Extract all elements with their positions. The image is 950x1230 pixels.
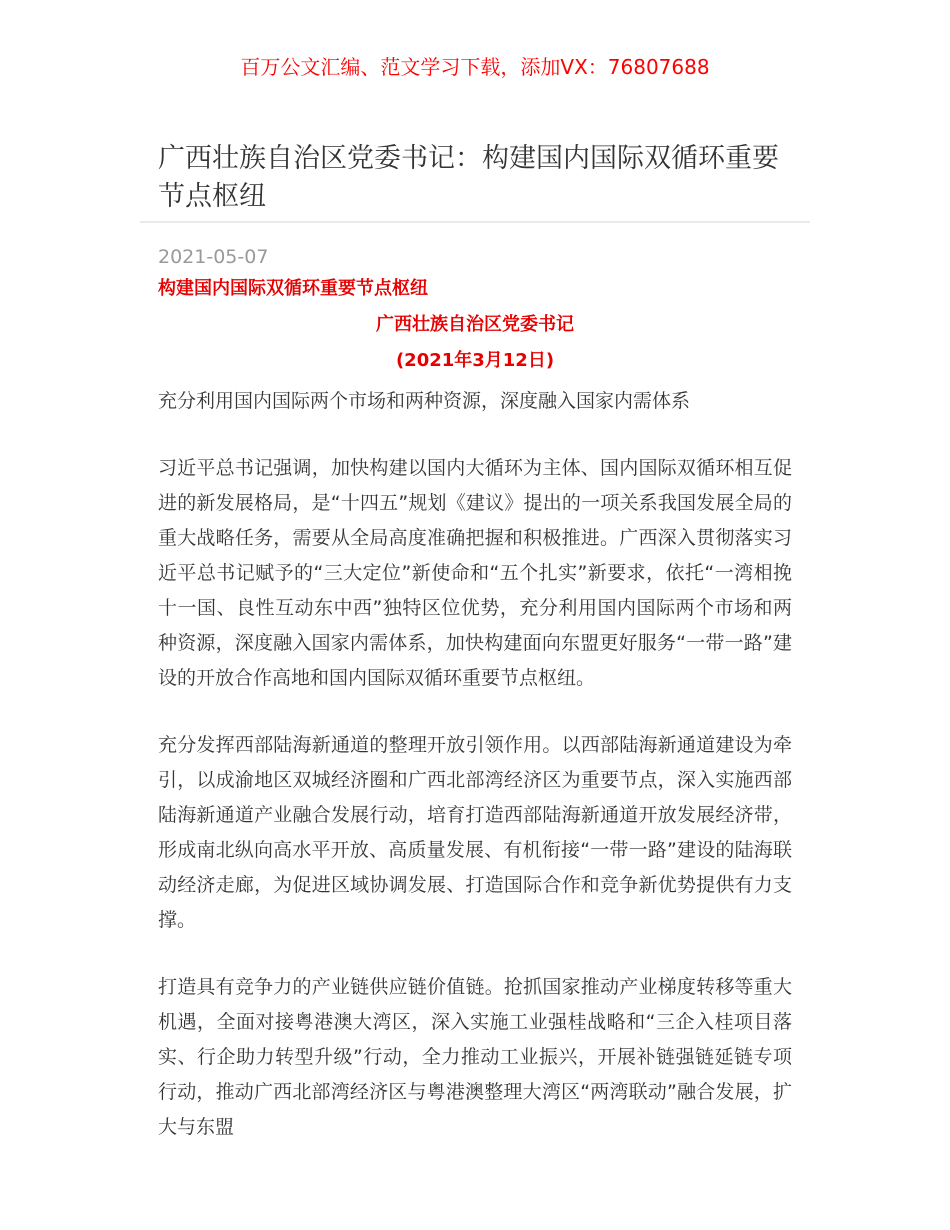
- article-subtitle: 构建国内国际双循环重要节点枢纽: [158, 278, 428, 299]
- body-paragraph-1: 习近平总书记强调，加快构建以国内大循环为主体、国内国际双循环相互促进的新发展格局，是“十四五”规划《建议》提出的一项关系我国发展全局的重大战略任务，需要从全局高度准确把握和积极推进。广西深入贯彻落实习近平总书记赋予的“三大定位”新使命和“五个扎实”新要求，依托“一湾相挽十一国、良性互动东中西”独特区位优势，充分利用国内国际两个市场和两种资源，深度融入国家内需体系，加快构建面向东盟更好服务“一带一路”建设的开放合作高地和国内国际双循环重要节点枢纽。: [158, 457, 792, 689]
- page-title: 广西壮族自治区党委书记：构建国内国际双循环重要节点枢纽: [158, 143, 779, 212]
- body-paragraph-2: 充分发挥西部陆海新通道的整理开放引领作用。以西部陆海新通道建设为牵引，以成渝地区双城经济圈和广西北部湾经济区为重要节点，深入实施西部陆海新通道产业融合发展行动，培育打造西部陆海新通道开放发展经济带，形成南北纵向高水平开放、高质量发展、有机衔接“一带一路”建设的陆海联动经济走廊，为促进区域协调发展、打造国际合作和竞争新优势提供有力支撑。: [158, 734, 792, 931]
- article-container: [140, 140, 810, 1145]
- promo-banner: 百万公文汇编、范文学习下载，添加VX：76807688: [240, 55, 710, 79]
- publish-date: 2021-05-07: [158, 246, 269, 268]
- title-divider: [140, 221, 810, 223]
- lead-paragraph: 充分利用国内国际两个市场和两种资源，深度融入国家内需体系: [158, 390, 691, 412]
- document-date-line: (2021年3月12日): [395, 350, 555, 371]
- body-paragraph-3: 打造具有竞争力的产业链供应链价值链。抢抓国家推动产业梯度转移等重大机遇，全面对接粤港澳大湾区，深入实施工业强桂战略和“三企入桂项目落实、行企助力转型升级”行动，全力推动工业振兴，开展补链强链延链专项行动，推动广西北部湾经济区与粤港澳整理大湾区“两湾联动”融合发展，扩大与东盟: [158, 976, 792, 1138]
- author-line: 广西壮族自治区党委书记: [376, 314, 574, 335]
